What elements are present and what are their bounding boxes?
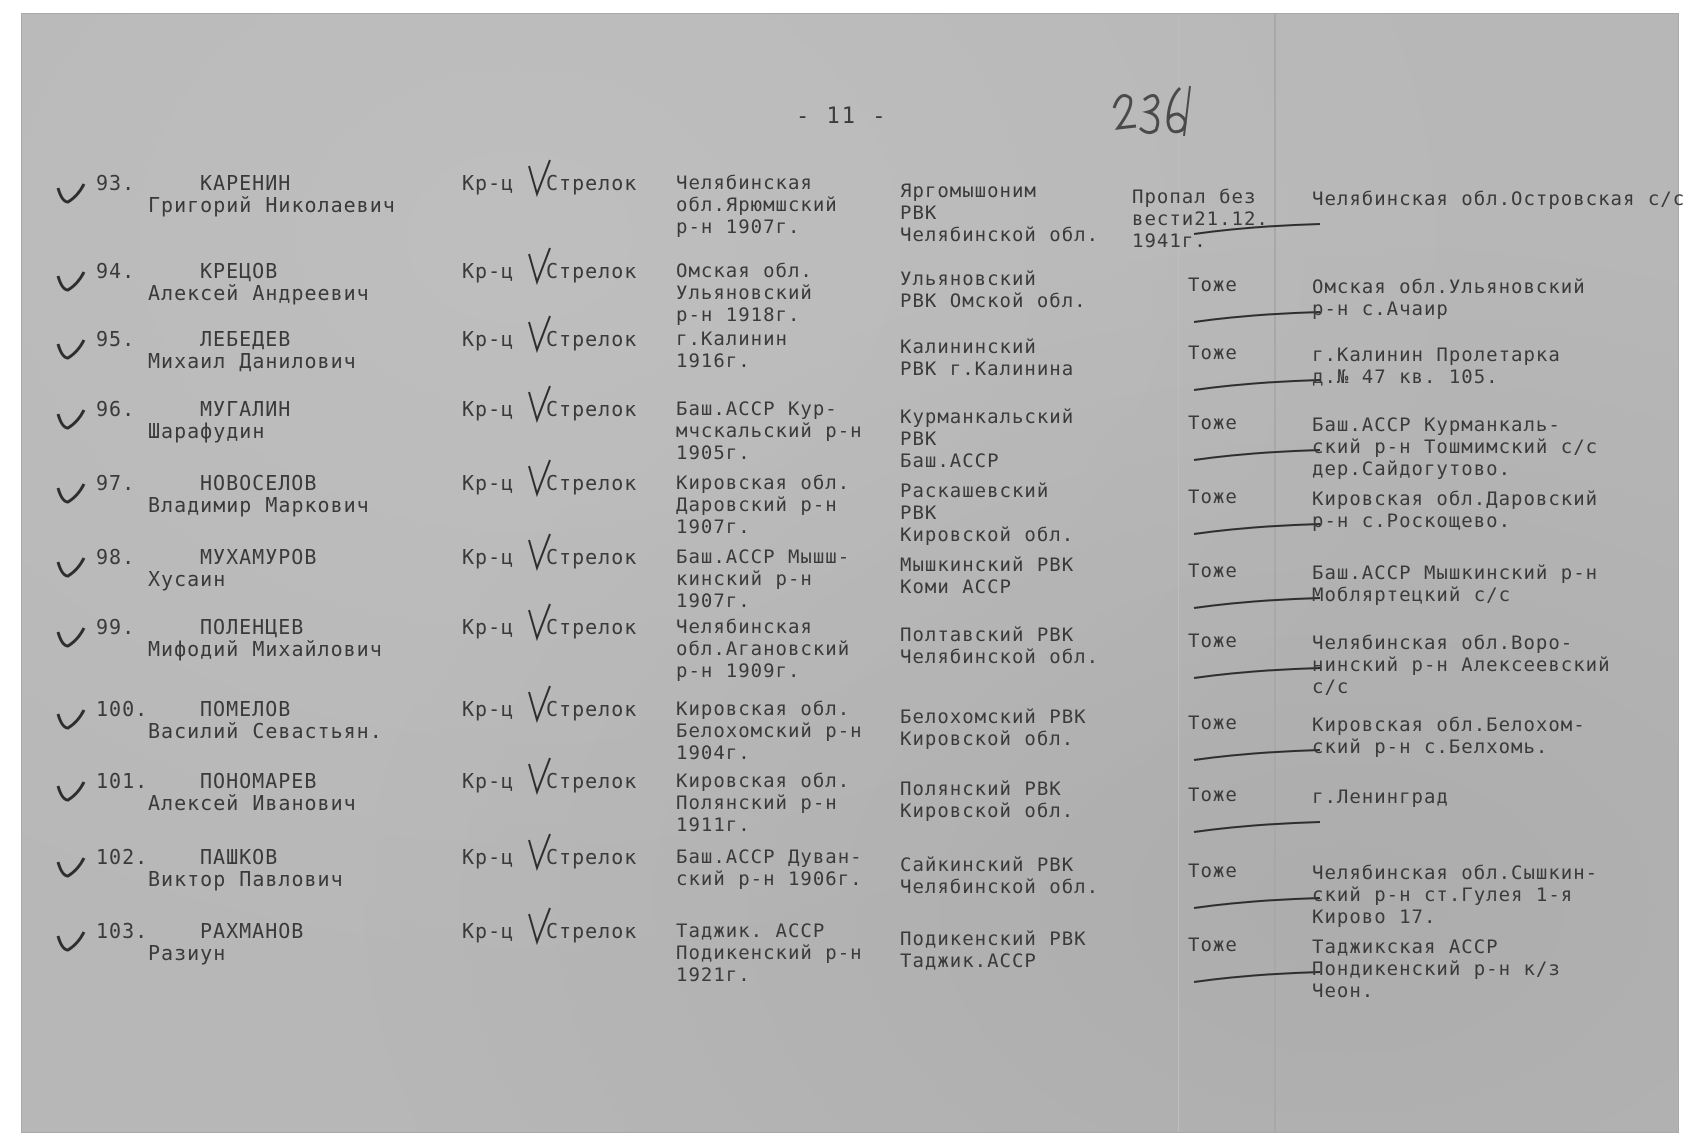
address-line: г.Ленинград [1312,786,1449,808]
pen-stroke [1192,666,1322,686]
birth-place-line: Ульяновский [676,282,813,304]
address-line: дер.Сайдогутово. [1312,458,1512,480]
address-line: ский р-н Тошмимский с/с [1312,436,1599,458]
status-line: Тоже [1188,860,1238,882]
address-line: Челябинская обл.Островская с/с [1312,188,1686,210]
surname: ПАШКОВ [200,845,279,869]
address-line: Кировская обл.Белохом- [1312,714,1586,736]
draft-office-line: Таджик.АССР [900,950,1037,972]
status-line: Тоже [1188,412,1238,434]
draft-office-line: Яргомышоним [900,180,1037,202]
specialty: Стрелок [546,919,638,943]
birth-place-line: Подикенский р-н [676,942,863,964]
address-line: ский р-н с.Белхомь. [1312,736,1549,758]
birth-place-line: Кировская обл. [676,472,851,494]
draft-office-line: Коми АССР [900,576,1012,598]
row-number: 97. [96,471,136,495]
surname: ПОЛЕНЦЕВ [200,615,305,639]
birth-place-line: 1907г. [676,516,751,538]
birth-place-line: Челябинская [676,616,813,638]
birth-place-line: 1916г. [676,350,751,372]
status-line: Тоже [1188,486,1238,508]
surname: ПОНОМАРЕВ [200,769,318,793]
given-names: Шарафудин [148,419,266,443]
draft-office-line: Раскашевский [900,480,1050,502]
pen-stroke [1192,820,1322,840]
birth-place-line: Кировская обл. [676,770,851,792]
row-number: 99. [96,615,136,639]
address-line: Челябинская обл.Воро- [1312,632,1574,654]
birth-place-line: г.Калинин [676,328,788,350]
draft-office-line: Кировской обл. [900,728,1075,750]
status-line: Тоже [1188,274,1238,296]
address-line: р-н с.Роскощево. [1312,510,1512,532]
draft-office-line: Белохомский РВК [900,706,1087,728]
tick-mark-icon [54,552,88,586]
archive-number-stamp [1104,80,1204,164]
address-line: Кирово 17. [1312,906,1437,928]
draft-office-line: Курманкальский [900,406,1075,428]
specialty: Стрелок [546,327,638,351]
surname: ЛЕБЕДЕВ [200,327,292,351]
specialty: Стрелок [546,697,638,721]
address-line: ский р-н ст.Гулея 1-я [1312,884,1574,906]
status-line: Пропал без [1132,186,1257,208]
draft-office-line: РВК г.Калинина [900,358,1075,380]
birth-place-line: р-н 1907г. [676,216,801,238]
given-names: Разиун [148,941,227,965]
birth-place-line: обл.Агановский [676,638,851,660]
given-names: Михаил Данилович [148,349,357,373]
status-line: Тоже [1188,342,1238,364]
tick-mark-icon [54,776,88,810]
tick-mark-icon [54,404,88,438]
pen-stroke [1192,448,1322,468]
rank: Кр-ц [462,769,515,793]
surname: РАХМАНОВ [200,919,305,943]
given-names: Виктор Павлович [148,867,344,891]
address-line: р-н с.Ачаир [1312,298,1449,320]
draft-office-line: Подикенский РВК [900,928,1087,950]
row-number: 98. [96,545,136,569]
draft-office-line: Мышкинский РВК [900,554,1075,576]
birth-place-line: 1907г. [676,590,751,612]
address-line: г.Калинин Пролетарка [1312,344,1561,366]
birth-place-line: р-н 1918г. [676,304,801,326]
status-line: Тоже [1188,630,1238,652]
row-number: 93. [96,171,136,195]
birth-place-line: Баш.АССР Мышш- [676,546,851,568]
tick-mark-icon [54,178,88,212]
row-number: 103. [96,919,149,943]
tick-mark-icon [54,266,88,300]
specialty: Стрелок [546,259,638,283]
given-names: Владимир Маркович [148,493,370,517]
specialty: Стрелок [546,615,638,639]
birth-place-line: Полянский р-н [676,792,838,814]
draft-office-line: Челябинской обл. [900,224,1100,246]
given-names: Хусаин [148,567,227,591]
pen-stroke [1192,378,1322,398]
surname: ПОМЕЛОВ [200,697,292,721]
status-line: 1941г. [1132,230,1207,252]
tick-mark-icon [54,334,88,368]
birth-place-line: Кировская обл. [676,698,851,720]
page-number: - 11 - [796,104,888,129]
rank: Кр-ц [462,845,515,869]
tick-mark-icon [54,852,88,886]
pen-stroke [1192,310,1322,330]
birth-place-line: Таджик. АССР [676,920,826,942]
status-line: Тоже [1188,712,1238,734]
given-names: Алексей Иванович [148,791,357,815]
status-line: Тоже [1188,934,1238,956]
surname: МУХАМУРОВ [200,545,318,569]
given-names: Мифодий Михайлович [148,637,383,661]
birth-place-line: Челябинская [676,172,813,194]
paper-fold-line [1274,14,1276,1132]
pen-stroke [1192,596,1322,616]
surname: НОВОСЕЛОВ [200,471,318,495]
address-line: Таджикская АССР [1312,936,1499,958]
pen-stroke [1192,222,1322,242]
rank: Кр-ц [462,919,515,943]
address-line: нинский р-н Алексеевский [1312,654,1611,676]
address-line: Баш.АССР Курманкаль- [1312,414,1561,436]
pen-stroke [1192,896,1322,916]
pen-stroke [1192,522,1322,542]
row-number: 102. [96,845,149,869]
birth-place-line: Баш.АССР Дуван- [676,846,863,868]
draft-office-line: Баш.АССР [900,450,1000,472]
paper-fold-line [1178,14,1179,1132]
rank: Кр-ц [462,545,515,569]
surname: КРЕЦОВ [200,259,279,283]
specialty: Стрелок [546,545,638,569]
address-line: с/с [1312,676,1350,698]
specialty: Стрелок [546,171,638,195]
draft-office-line: Ульяновский [900,268,1037,290]
specialty: Стрелок [546,397,638,421]
draft-office-line: Полтавский РВК [900,624,1075,646]
draft-office-line: Челябинской обл. [900,876,1100,898]
rank: Кр-ц [462,259,515,283]
rank: Кр-ц [462,615,515,639]
address-line: д.№ 47 кв. 105. [1312,366,1499,388]
rank: Кр-ц [462,397,515,421]
row-number: 101. [96,769,149,793]
given-names: Григорий Николаевич [148,193,396,217]
birth-place-line: Баш.АССР Кур- [676,398,838,420]
status-line: Тоже [1188,560,1238,582]
draft-office-line: Челябинской обл. [900,646,1100,668]
tick-mark-icon [54,926,88,960]
specialty: Стрелок [546,845,638,869]
tick-mark-icon [54,478,88,512]
tick-mark-icon [54,622,88,656]
row-number: 95. [96,327,136,351]
specialty: Стрелок [546,471,638,495]
given-names: Алексей Андреевич [148,281,370,305]
address-line: Омская обл.Ульяновский [1312,276,1586,298]
birth-place-line: обл.Ярюмшский [676,194,838,216]
birth-place-line: 1904г. [676,742,751,764]
birth-place-line: Даровский р-н [676,494,838,516]
surname: МУГАЛИН [200,397,292,421]
status-line: Тоже [1188,784,1238,806]
address-line: Кировская обл.Даровский [1312,488,1599,510]
draft-office-line: Сайкинский РВК [900,854,1075,876]
draft-office-line: РВК [900,502,938,524]
rank: Кр-ц [462,471,515,495]
status-line: вести21.12. [1132,208,1269,230]
address-line: Мобляртецкий с/с [1312,584,1512,606]
birth-place-line: мчскальский р-н [676,420,863,442]
birth-place-line: кинский р-н [676,568,813,590]
birth-place-line: р-н 1909г. [676,660,801,682]
birth-place-line: Омская обл. [676,260,813,282]
birth-place-line: 1921г. [676,964,751,986]
given-names: Василий Севастьян. [148,719,383,743]
draft-office-line: РВК Омской обл. [900,290,1087,312]
draft-office-line: Кировской обл. [900,524,1075,546]
birth-place-line: Белохомский р-н [676,720,863,742]
birth-place-line: ский р-н 1906г. [676,868,863,890]
row-number: 100. [96,697,149,721]
rank: Кр-ц [462,171,515,195]
address-line: Чеон. [1312,980,1375,1002]
address-line: Челябинская обл.Сышкин- [1312,862,1599,884]
rank: Кр-ц [462,697,515,721]
surname: КАРЕНИН [200,171,292,195]
tick-mark-icon [54,704,88,738]
rank: Кр-ц [462,327,515,351]
pen-stroke [1192,748,1322,768]
draft-office-line: РВК [900,202,938,224]
draft-office-line: Кировской обл. [900,800,1075,822]
row-number: 94. [96,259,136,283]
address-line: Баш.АССР Мышкинский р-н [1312,562,1599,584]
address-line: Пондикенский р-н к/з [1312,958,1561,980]
birth-place-line: 1905г. [676,442,751,464]
draft-office-line: РВК [900,428,938,450]
draft-office-line: Калининский [900,336,1037,358]
row-number: 96. [96,397,136,421]
draft-office-line: Полянский РВК [900,778,1062,800]
pen-stroke [1192,970,1322,990]
specialty: Стрелок [546,769,638,793]
birth-place-line: 1911г. [676,814,751,836]
